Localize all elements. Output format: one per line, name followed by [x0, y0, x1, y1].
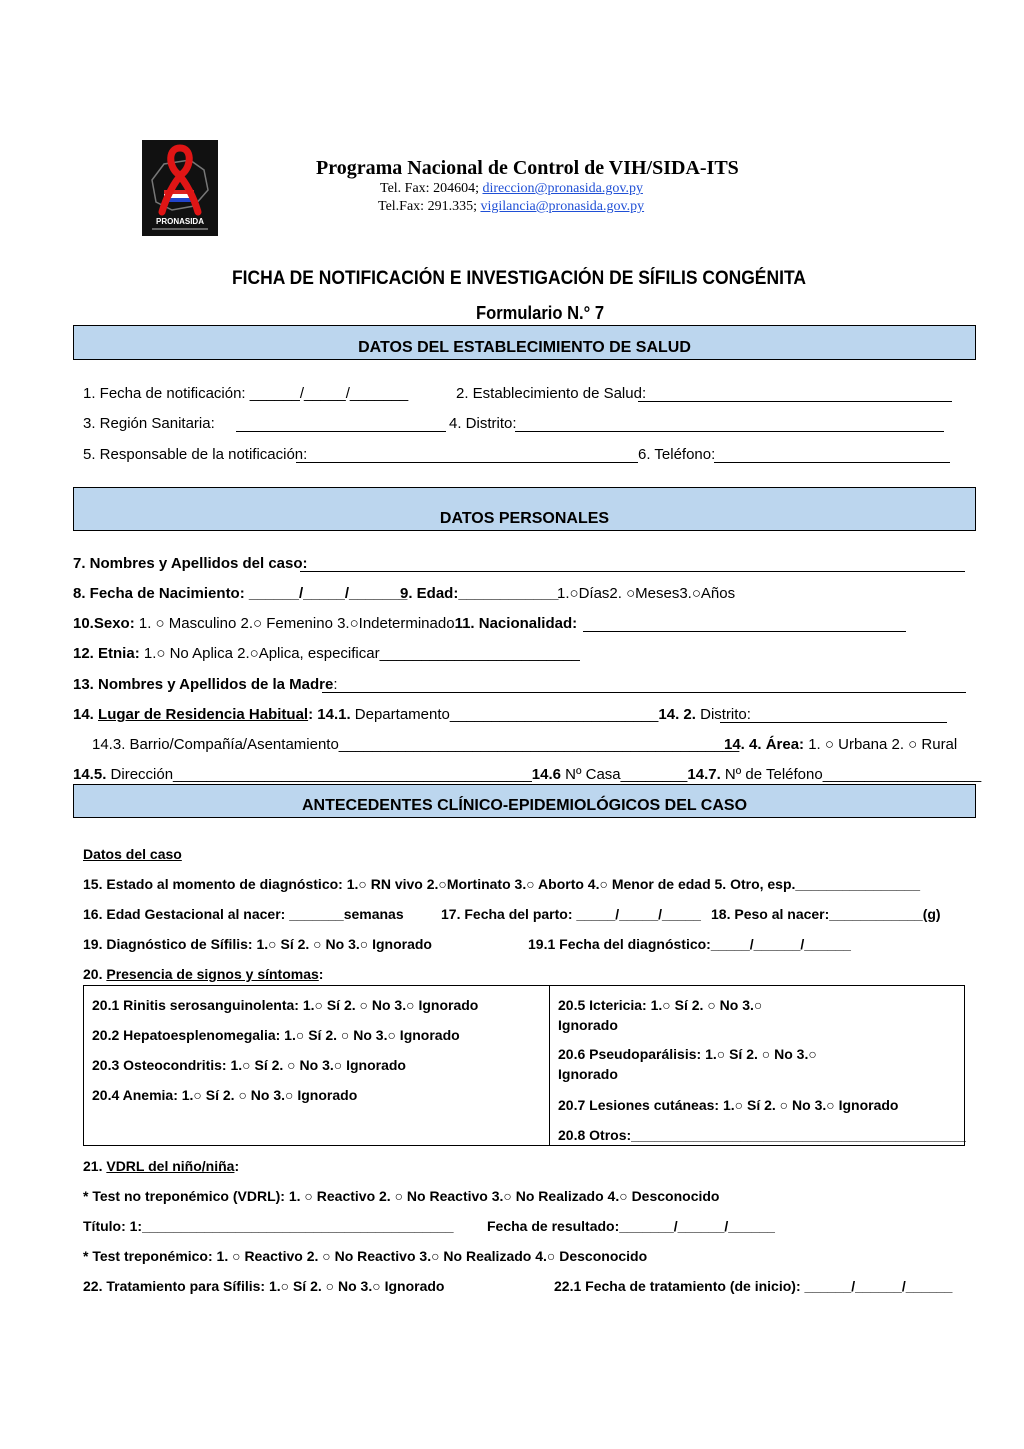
input-distrito-residencia[interactable]	[720, 706, 947, 723]
sexo-options[interactable]: 1. ○ Masculino 2.○ Femenino 3.○Indeterminado	[138, 615, 455, 632]
row-lesiones-cutaneas[interactable]: 20.7 Lesiones cutáneas: 1.○ Sí 2. ○ No 3.○ Ignorado	[558, 1097, 899, 1113]
field-edad[interactable]: 9. Edad:____________	[400, 585, 559, 602]
input-telefono[interactable]	[714, 446, 950, 463]
row-ictericia[interactable]: 20.5 Ictericia: 1.○ Sí 2. ○ No 3.○	[558, 997, 763, 1013]
input-nacionalidad[interactable]	[583, 615, 906, 632]
form-title: FICHA DE NOTIFICACIÓN E INVESTIGACIÓN DE SÍFILIS CONGÉNITA	[232, 268, 806, 289]
email-direccion-link[interactable]: direccion@pronasida.gov.py	[482, 181, 643, 196]
label-distrito: 4. Distrito:	[449, 415, 517, 432]
field-direccion[interactable]: Dirección___________________________________________	[106, 766, 532, 783]
field-fecha-diagnostico[interactable]: 19.1 Fecha del diagnóstico:_____/______/______	[528, 936, 851, 952]
field-edad-gestacional[interactable]: 16. Edad Gestacional al nacer: _______semanas	[83, 906, 404, 922]
pronasida-logo	[142, 140, 218, 236]
input-nombres-madre[interactable]	[322, 676, 966, 693]
input-responsable[interactable]	[296, 446, 638, 463]
label-signos-sintomas: 20. Presencia de signos y síntomas:	[83, 966, 324, 982]
field-nro-casa[interactable]: Nº Casa________	[560, 766, 688, 783]
row-pseudoparalisis[interactable]: 20.6 Pseudoparálisis: 1.○ Sí 2. ○ No 3.○	[558, 1046, 817, 1062]
field-departamento[interactable]: Departamento_________________________	[350, 706, 659, 723]
field-diagnostico-sifilis[interactable]: 19. Diagnóstico de Sífilis: 1.○ Sí 2. ○ No 3.○ Ignorado	[83, 936, 432, 952]
input-distrito[interactable]	[515, 415, 944, 432]
label-region-sanitaria: 3. Región Sanitaria:	[83, 415, 215, 432]
field-peso-nacer[interactable]: 18. Peso al nacer:____________(g)	[711, 906, 941, 922]
row-rinitis[interactable]: 20.1 Rinitis serosanguinolenta: 1.○ Sí 2. ○ No 3.○ Ignorado	[92, 997, 479, 1013]
field-titulo[interactable]: Título: 1:________________________________________	[83, 1218, 454, 1234]
row-residencia: 14. Lugar de Residencia Habitual: 14.1. Departamento_________________________14. 2. Distrito:	[73, 706, 751, 723]
field-fecha-parto[interactable]: 17. Fecha del parto: _____/_____/_____	[441, 906, 701, 922]
field-fecha-notificacion[interactable]: 1. Fecha de notificación: ______/_____/_______	[83, 385, 409, 402]
field-test-no-treponemico[interactable]: * Test no treponémico (VDRL): 1. ○ Reactivo 2. ○ No Reactivo 3.○ No Realizado 4.○ Desconocido	[83, 1188, 720, 1204]
label-nombres-caso: 7. Nombres y Apellidos del caso:	[73, 555, 308, 572]
input-establecimiento[interactable]	[638, 385, 952, 402]
label-nacionalidad: 11. Nacionalidad:	[454, 615, 578, 632]
area-options[interactable]: 1. ○ Urbana 2. ○ Rural	[804, 736, 958, 753]
row-osteocondritis[interactable]: 20.3 Osteocondritis: 1.○ Sí 2. ○ No 3.○ Ignorado	[92, 1057, 406, 1073]
row-pseudoparalisis-cont: Ignorado	[558, 1066, 618, 1082]
label-nombres-madre: 13. Nombres y Apellidos de la Madre:	[73, 676, 338, 693]
field-fecha-resultado[interactable]: Fecha de resultado:_______/______/______	[487, 1218, 775, 1234]
row-direccion: 14.5. Dirección___________________________________________14.6 Nº Casa________14.7. Nº de Teléfono___________________	[73, 766, 982, 783]
row-anemia[interactable]: 20.4 Anemia: 1.○ Sí 2. ○ No 3.○ Ignorado	[92, 1087, 358, 1103]
program-name: Programa Nacional de Control de VIH/SIDA-ITS	[316, 157, 739, 179]
row-etnia: 12. Etnia: 1.○ No Aplica 2.○Aplica, especificar________________________	[73, 645, 580, 662]
row-sexo: 10.Sexo: 1. ○ Masculino 2.○ Femenino 3.○Indeterminado11. Nacionalidad:	[73, 615, 578, 632]
field-barrio[interactable]: 14.3. Barrio/Compañía/Asentamiento________________________________________________	[92, 736, 740, 753]
row-area: 14. 4. Área: 1. ○ Urbana 2. ○ Rural	[724, 736, 958, 753]
logo-text: PRONASIDA	[155, 217, 205, 226]
field-test-treponemico[interactable]: * Test treponémico: 1. ○ Reactivo 2. ○ No Reactivo 3.○ No Realizado 4.○ Desconocido	[83, 1248, 648, 1264]
section-header-antecedentes: ANTECEDENTES CLÍNICO-EPIDEMIOLÓGICOS DEL CASO	[73, 784, 976, 818]
row-hepatoesplenomegalia[interactable]: 20.2 Hepatoesplenomegalia: 1.○ Sí 2. ○ No 3.○ Ignorado	[92, 1027, 460, 1043]
form-number: Formulario N.° 7	[476, 303, 605, 323]
section-header-establecimiento: DATOS DEL ESTABLECIMIENTO DE SALUD	[73, 325, 976, 360]
contact-line-2: Tel.Fax: 291.335; vigilancia@pronasida.gov.py	[378, 199, 645, 214]
label-lugar-residencia: Lugar de Residencia Habitual	[98, 706, 309, 723]
row-ictericia-cont: Ignorado	[558, 1017, 618, 1033]
field-fecha-tratamiento[interactable]: 22.1 Fecha de tratamiento (de inicio): ______/______/______	[554, 1278, 953, 1294]
field-estado-diagnostico[interactable]: 15. Estado al momento de diagnóstico: 1.○ RN vivo 2.○Mortinato 3.○ Aborto 4.○ Menor de edad 5. Otro, esp.________________	[83, 876, 920, 892]
field-nro-telefono[interactable]: Nº de Teléfono___________________	[720, 766, 982, 783]
email-vigilancia-link[interactable]: vigilancia@pronasida.gov.py	[480, 199, 645, 214]
input-region-sanitaria[interactable]	[236, 415, 446, 432]
field-fecha-nacimiento[interactable]: 8. Fecha de Nacimiento: ______/_____/_______	[73, 585, 408, 602]
contact-line-1: Tel. Fax: 204604; direccion@pronasida.gov.py	[380, 181, 643, 196]
row-otros[interactable]: 20.8 Otros:___________________________________________	[558, 1127, 966, 1143]
edad-unit-options[interactable]: 1.○Días2. ○Meses3.○Años	[557, 585, 736, 602]
label-responsable: 5. Responsable de la notificación:	[83, 446, 308, 463]
label-vdrl: 21. VDRL del niño/niña:	[83, 1158, 240, 1174]
section-header-personales: DATOS PERSONALES	[73, 487, 976, 531]
input-nombres-caso[interactable]	[300, 555, 965, 572]
field-tratamiento[interactable]: 22. Tratamiento para Sífilis: 1.○ Sí 2. ○ No 3.○ Ignorado	[83, 1278, 445, 1294]
label-establecimiento: 2. Establecimiento de Salud:	[456, 385, 647, 402]
subheading-datos-caso: Datos del caso	[83, 846, 182, 862]
table-divider	[549, 986, 550, 1145]
label-telefono: 6. Teléfono:	[638, 446, 716, 463]
etnia-options[interactable]: 1.○ No Aplica 2.○Aplica, especificar________________________	[143, 645, 580, 662]
